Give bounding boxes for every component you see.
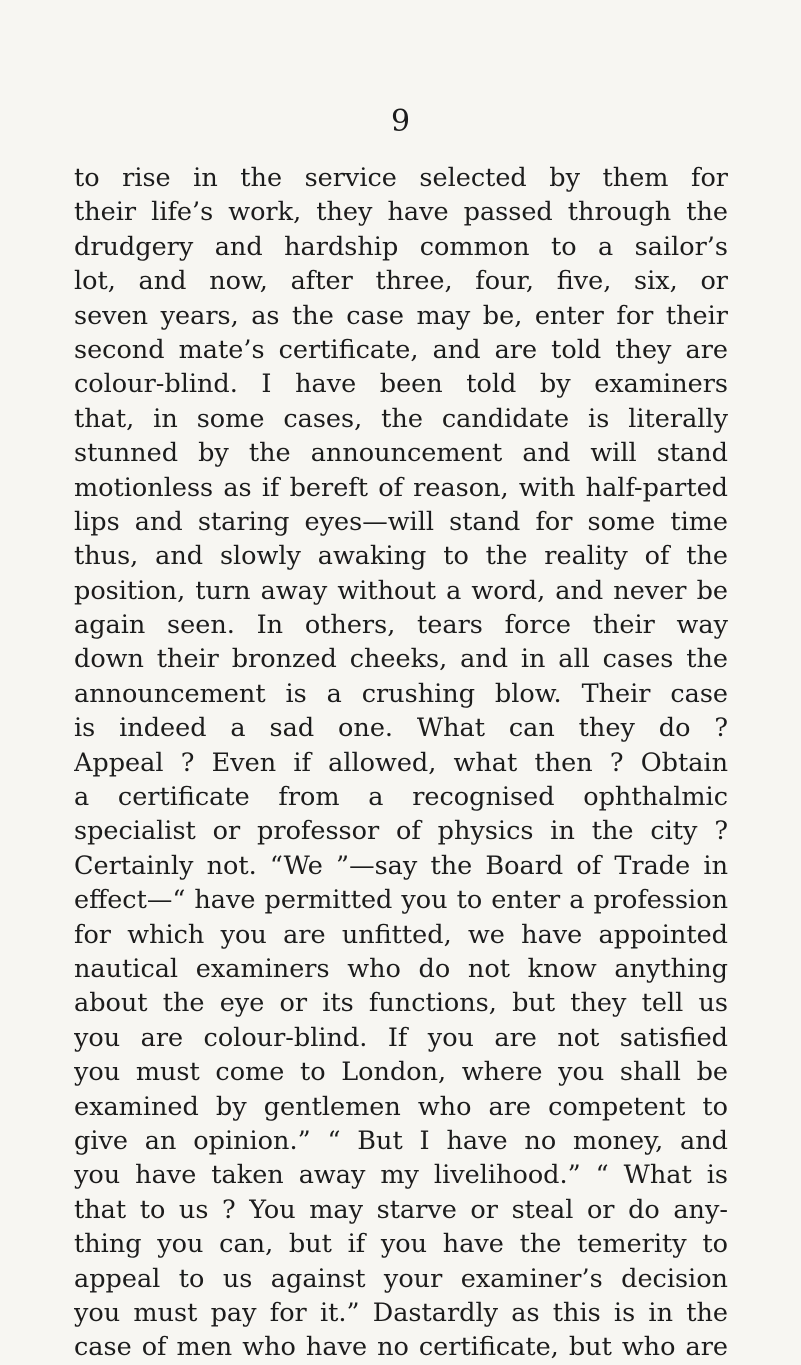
text-line: drudgery and hardship common to a sailor’s bbox=[74, 231, 728, 262]
text-line: announcement is a crushing blow. Their case bbox=[74, 678, 728, 709]
text-line: again seen. In others, tears force their way bbox=[74, 610, 728, 641]
text-line: about the eye or its functions, but they tell us bbox=[74, 988, 728, 1019]
text-line: that, in some cases, the candidate is literally bbox=[74, 403, 728, 434]
text-line: you must pay for it.” Dastardly as this is in the bbox=[74, 1297, 728, 1328]
page-number: 9 bbox=[390, 104, 411, 139]
text-line: to rise in the service selected by them for bbox=[74, 163, 728, 193]
text-line: effect—“ have permitted you to enter a profession bbox=[74, 885, 728, 916]
text-line: examined by gentlemen who are competent to bbox=[74, 1091, 728, 1122]
text-line: is indeed a sad one. What can they do ? bbox=[74, 713, 728, 744]
text-line: Certainly not. “We ”—say the Board of Trade in bbox=[74, 850, 728, 881]
text-line: you are colour-blind. If you are not satisfied bbox=[74, 1022, 728, 1053]
text-line: motionless as if bereft of reason, with half-parted bbox=[74, 472, 728, 503]
text-line: you must come to London, where you shall be bbox=[74, 1057, 728, 1088]
text-line: give an opinion.” “ But I have no money, and bbox=[74, 1125, 728, 1156]
text-line: lips and staring eyes—will stand for some time bbox=[74, 506, 728, 537]
text-line: stunned by the announcement and will stand bbox=[74, 438, 728, 469]
text-line: position, turn away without a word, and never be bbox=[74, 575, 728, 606]
text-line: second mate’s certificate, and are told they are bbox=[74, 334, 728, 365]
text-line: Appeal ? Even if allowed, what then ? Obtain bbox=[74, 747, 728, 778]
text-line: down their bronzed cheeks, and in all cases the bbox=[74, 644, 728, 675]
text-line: colour-blind. I have been told by examiners bbox=[74, 369, 728, 400]
text-line: for which you are unfitted, we have appointed bbox=[74, 919, 728, 950]
body-text bbox=[74, 161, 728, 1365]
text-line: appeal to us against your examiner’s decision bbox=[74, 1263, 728, 1294]
text-line: lot, and now, after three, four, five, six, or bbox=[74, 266, 728, 297]
text-line: case of men who have no certificate, but who are bbox=[74, 1332, 728, 1363]
text-line: that to us ? You may starve or steal or do any- bbox=[74, 1194, 728, 1225]
text-line: a certificate from a recognised ophthalmic bbox=[74, 782, 728, 813]
text-line: nautical examiners who do not know anything bbox=[74, 953, 728, 984]
text-line: you have taken away my livelihood.” “ What is bbox=[74, 1160, 728, 1191]
text-line: thing you can, but if you have the temerity to bbox=[74, 1229, 728, 1260]
text-line: their life’s work, they have passed through the bbox=[74, 197, 728, 228]
text-line: thus, and slowly awaking to the reality of the bbox=[74, 541, 728, 572]
text-line: seven years, as the case may be, enter for their bbox=[74, 300, 728, 331]
text-line: specialist or professor of physics in the city ? bbox=[74, 816, 728, 847]
